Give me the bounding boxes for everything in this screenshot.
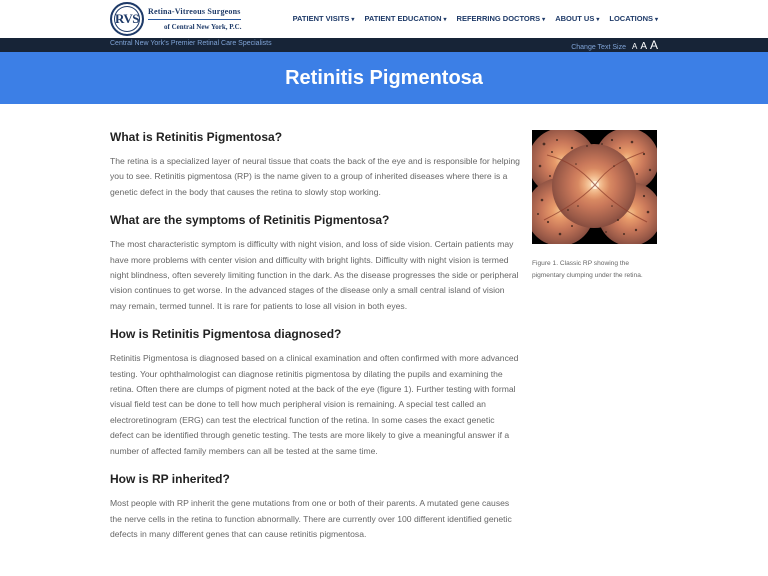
chevron-down-icon: ▾ [351, 17, 355, 23]
section-body: The retina is a specialized layer of neural tissue that coats the back of the eye and is responsible for helping you to see. Retinitis pigmentosa (RP) is the name given to a group of inherited diseases where there is a genetic defect in the body that causes the retina to slowly stop working. [110, 156, 520, 197]
page-banner [0, 52, 768, 104]
nav-label: ABOUT US [555, 14, 595, 23]
text-size-small-button[interactable]: A [631, 42, 638, 51]
nav-label: PATIENT EDUCATION [364, 14, 442, 23]
nav-label: PATIENT VISITS [292, 14, 350, 23]
article-content [110, 130, 520, 555]
section-body: Retinitis Pigmentosa is diagnosed based on a clinical examination and often confirmed with more advanced testing. Your ophthalmologist can diagnose retinitis pigmentosa by dilating the pupils and examining the retina. Often there are clumps of pigment noted at the back of the eye (figure 1). Further testing with formal visual field test can be done to tell how much peripheral vision is remaining. A special test called an electroretinogram (ERG) can test the electrical function of the retina. In some cases the exact genetic defect can be identified through genetic testing. The tests are more likely to give a meaningful answer if a number of affected family members can all be tested at the same time. [110, 353, 519, 456]
main-nav [293, 14, 658, 23]
text-size-label: Change Text Size [571, 44, 626, 51]
logo-line-2: of Central New York, P.C. [164, 22, 242, 31]
site-logo[interactable] [110, 2, 241, 36]
top-utility-bar [0, 38, 768, 52]
figure-caption: Figure 1. Classic RP showing the pigmentary clumping under the retina. [532, 260, 643, 279]
nav-label: REFERRING DOCTORS [456, 14, 541, 23]
section-heading: What is Retinitis Pigmentosa? [110, 130, 283, 144]
sidebar [532, 130, 657, 281]
section-heading: What are the symptoms of Retinitis Pigmentosa? [110, 213, 390, 228]
retina-fundus-image [532, 130, 657, 244]
text-size-medium-button[interactable]: A [640, 41, 647, 52]
site-tagline: Central New York's Premier Retinal Care Specialists [110, 40, 272, 47]
site-header [0, 0, 768, 38]
nav-referring-doctors[interactable] [457, 14, 546, 23]
chevron-down-icon: ▾ [596, 17, 600, 23]
nav-about-us[interactable] [555, 14, 599, 23]
section-heading: How is RP inherited? [110, 472, 230, 487]
chevron-down-icon: ▾ [542, 17, 546, 23]
nav-locations[interactable] [609, 14, 658, 23]
section-body: The most characteristic symptom is difficulty with night vision, and loss of side vision. Certain patients may have more problems with center vision and difficulty with bright lights. Difficulty with night vision is termed night blindness, often severely limiting function in the dark. As the disease progresses the side or peripheral vision continues to get worse. In the advanced stages of the disease only a small central island of vision may remain, termed tunnel. It is rare for patients to lose all vision in both eyes. [110, 239, 519, 311]
text-size-large-button[interactable]: A [649, 38, 658, 52]
logo-line-1: Retina-Vitreous Surgeons [148, 6, 241, 20]
page-title: Retinitis Pigmentosa [285, 66, 483, 89]
nav-label: LOCATIONS [609, 14, 653, 23]
nav-patient-visits[interactable] [293, 14, 355, 23]
text-size-control [571, 38, 658, 52]
chevron-down-icon: ▾ [654, 17, 658, 23]
section-body: Most people with RP inherit the gene mutations from one or both of their parents. A mutated gene causes the nerve cells in the retina to function abnormally. There are currently over 100 different identified genetic defects in many different genes that can cause retinitis pigmentosa. [110, 498, 512, 539]
section-heading: How is Retinitis Pigmentosa diagnosed? [110, 327, 342, 342]
logo-badge: RVS [110, 2, 144, 36]
nav-patient-education[interactable] [364, 14, 446, 23]
logo-wordmark [148, 6, 241, 33]
chevron-down-icon: ▾ [443, 17, 447, 23]
